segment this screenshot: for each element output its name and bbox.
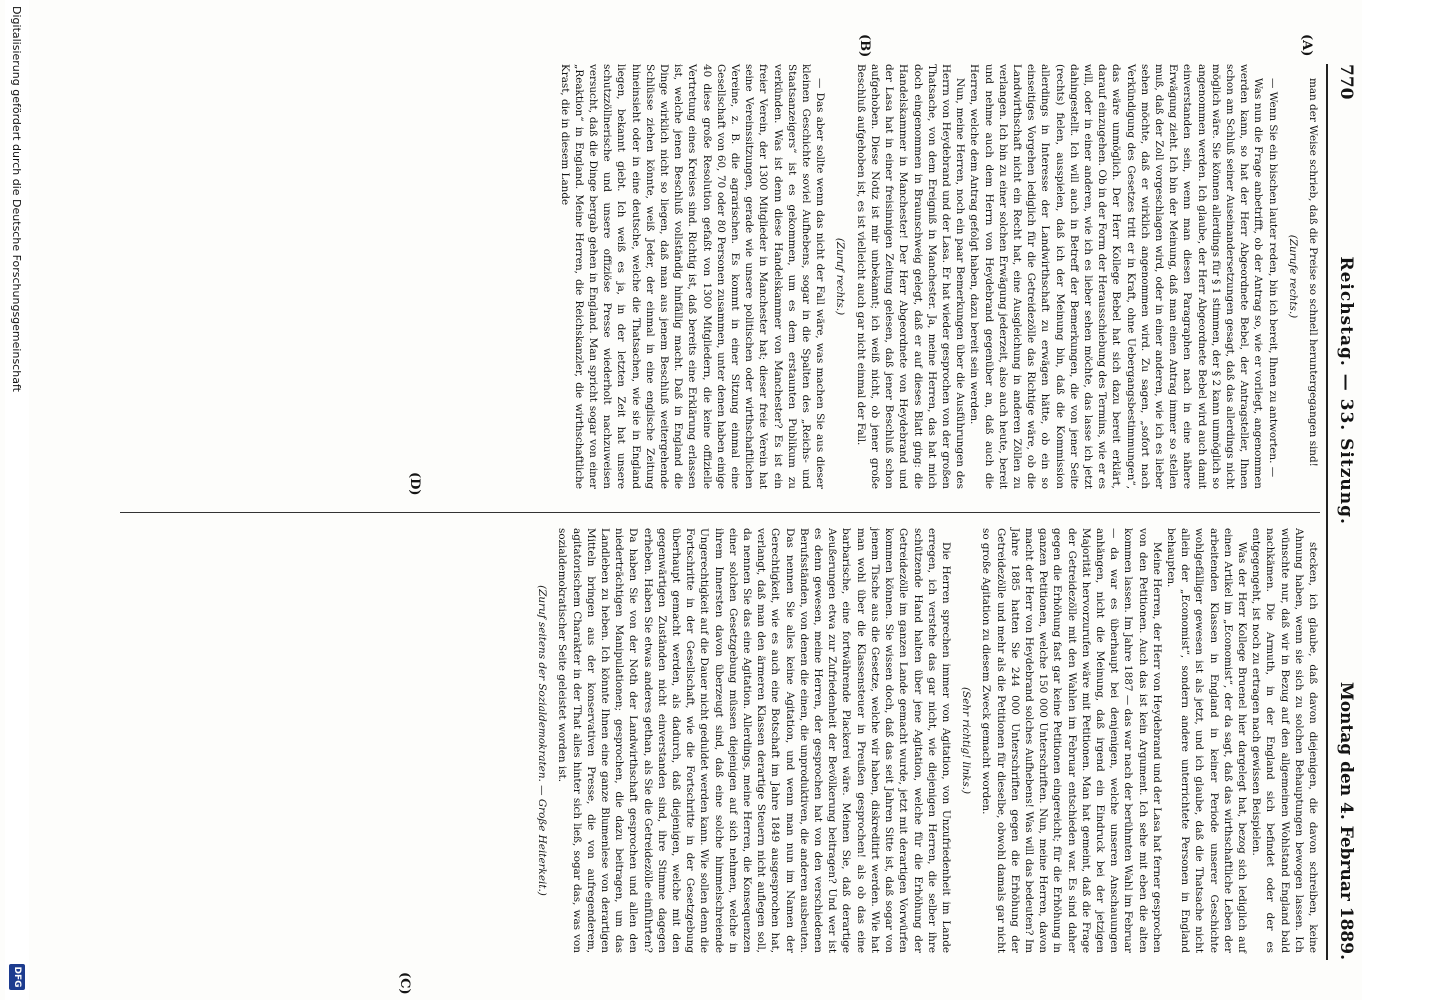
paragraph: Was der Herr Kollege Bruenel hier dargelegt hat, bezog sich lediglich auf einen Artikel im „Economist“, der da sagt, daß das wirthschaftliche Leben der arbeitenden Klassen in England in keiner Periode unserer Geschichte wohlgefälliger gewesen ist als jetzt, und ich glaube, daß die Thatsache nicht allein der „Economist“, sondern andere unterrichtete Personen in England behaupten. — [1164, 528, 1248, 953]
column-divider — [120, 512, 1320, 513]
margin-mark-d: (D) — [407, 472, 422, 496]
paragraph: — Das aber sollte wenn das nicht der Fall wäre, was machen Sie aus dieser kleinen Geschichte soviel Aufhebens, sogar in die Spalten des „Reichs- und Staatsanzeigers“ ist es gekommen, um es dem erstaunten Publikum zu verkünden. Was ist denn diese Handelskammer von Manchester? Es ist ein freier Verein, der 1300 Mitglieder in Manchester hat; dieser freie Verein hat seine Vereinssitzungen, gerade wie unsere politischen oder wirthschaftlichen Vereine, z. B. die agrarischen. Es kommt in einer Sitzung einmal eine Gesellschaft von 60, 70 oder 80 Personen zusammen, unter denen haben einige 40 diese große Resolution gefaßt von 1300 Mitgliedern, die keine offizielle Vertretung eines Kreises sind. Richtig ist, daß bereits eine Erklärung erlassen ist, welche jenen Beschluß vollständig hinfällig macht. Daß in England die Dinge wirklich nicht so liegen, daß man aus jenem Beschluß weitergehende Schlüsse ziehen könnte, weiß Jeder, der einmal in eine englische Zeitung hineinsieht oder in eine deutsche, welche die Thatsachen, wie sie in England liegen, bekannt giebt. Ich weiß es ja, in der letzten Zeit hat unsere schutzzöllnerische und unsere offiziöse Presse wiederholt nachzuweisen versucht, daß die Dinge bergab gehen in England. Man spricht sogar von einer „Reaktion“ in England. Meine Herren, die Reichskanzler, die wirthschaftliche Krast, die in diesem Lande — [558, 64, 827, 489]
interjection: (Zuruf seitens der Sozialdemokraten. — Große Heiterkeit.) — [536, 585, 549, 896]
interjection: (Sehr richtig! links.) — [960, 686, 973, 795]
margin-mark-a: (A) — [1299, 34, 1314, 57]
margin-mark-c: (C) — [397, 972, 412, 995]
interjection: (Zuruf rechts.) — [834, 237, 847, 316]
left-column — [558, 64, 1320, 489]
session-date: Montag den 4. Februar 1889. — [1336, 681, 1356, 960]
digitization-footer — [5, 0, 29, 1000]
session-title: Reichstag. — 33. Sitzung. — [1336, 256, 1356, 525]
paragraph: Was nun die Frage anbetrifft, ob der Antrag so, wie er vorliegt, angenommen werden kann, so hat der Herr Abgeordnete Bebel, der Antragsteller, Ihnen schon am Schluß seiner Auseinandersetzungen gesagt, daß das allerdings nicht möglich wäre. Sie können allerdings für § 1 stimmen, der § 2 kann unmöglich so angenommen werden. Ich glaube, der Herr Abgeordnete Bebel wird auch damit einverstanden sein, wenn man diesen Paragraphen nach in eine nähere Erwägung zieht. Ich bin der Meinung, daß man einen Antrag immer so stellen muß, daß der Zoll vorgeschlagen wird, oder in einer anderen, wie ich es lieber sehen möchte, daß er wirklich angenommen wird. Zu sagen, „sofort nach Verkündigung des Gesetzes tritt er in Kraft, ohne Uebergangsbestimmungen“, das wäre unmöglich. Der Herr Kollege Bebel hat sich dazu bereit erklärt, darauf einzugehen. Ob in der Form der Herausschiebung des Termins, wie er es will, oder in einer anderen, wie ich es lieber sehen möchte, das lasse ich jetzt dahingestellt. Ich will auch in Betreff der Bemerkungen, die von jener Seite (rechts) fielen, ausspielen, daß ich der Meinung bin, daß die Kommission allerdings in Interesse der Landwirthschaft zu erwägen hätte, ob ein so einseitiges Vorgehen lediglich für die Getreidezölle das Richtige wäre, ob die Landwirthschaft nicht ein Recht hat, eine Ausgleichung in anderen Zöllen zu verlangen. Ich bin zu einer solchen Erwägung jederzeit, also auch heute, bereit und nehme auch dem Herrn von Heydebrand gegenüber an, daß auch die Herren, welche dem Antrag gefolgt haben, dazu bereit sein werden. — [968, 64, 1265, 489]
paragraph: Die Herren sprechen immer von Agitation, von Unzufriedenheit im Lande erregen, ich verstehe das gar nicht, wie diejenigen Herren, die selber ihre schützende Hand halten über jene Agitation, welche für die Erhöhung der Getreidezölle im ganzen Lande gemacht wurde, jetzt mit derartigen Vorwürfen kommen können. Sie wissen doch, daß das seit Jahren Sitte ist, daß sogar von jenem Tische aus die Gesetze, welche wir haben, diskreditirt werden. Wie hat man wohl über die Klassensteuer in Preußen gesprochen! als ob das eine barbarische, eine fortwährende Plackerei wäre. Meinen Sie, daß derartige Aeußerungen etwa zur Zufriedenheit der Bevölkerung beitragen? Und wer ist es denn gewesen, meine Herren, der gesprochen hat von den verschiedenen Berufsständen, von denen die einen, die unproduktiven, die anderen ausbeuten. Das nennen Sie alles keine Agitation, und wenn man nun im Namen der Gerechtigkeit, wie es auch eine Botschaft im Jahre 1849 ausgesprochen hat, verlangt, daß man den ärmeren Klassen derartige Steuern nicht auflegen soll, da nennen Sie das eine Agitation. Allerdings, meine Herren, die Konsequenzen einer solchen Gesetzgebung müssen diejenigen auf sich nehmen, welche in ihrem Innersten davon überzeugt sind, daß eine solche himmelschreiende Ungerechtigkeit auf die Dauer nicht geduldet werden kann. Wie sollen denn die Fortschritte in der Gesellschaft, wie die Fortschritte in der Gesetzgebung überhaupt gemacht werden, als dadurch, daß diejenigen, welche mit den gegenwärtigen Zuständen nicht einverstanden sind, ihre Stimme dagegen erheben. Haben Sie etwas anderes gethan, als Sie die Getreidezölle einführten? Da haben Sie von der Noth der Landwirthschaft gesprochen und allen den niederträchtigen Manipulationen; gesprochen, die dazu beitragen, um das Landleben zu heben. Ich könnte Ihnen eine ganze Blumenlese von derartigen Mitteln bringen aus der konservativen Presse, die von aufregenderem, agitatorischem Charakter in der That alles hinter sich ließ, sogar das, was von sozialdemokratischer Seite geleistet worden ist. — [556, 528, 952, 953]
paragraph: stecken, ich glaube, daß davon diejenigen, die davon schreiben, keine Ahnung haben, wenn sie sich zu solchen Behauptungen bewogen lassen. Ich wünschte nur, daß wir in Bezug auf den allgemeinen Wohlstand England bald nachkämen. Die Armuth, in der England sich befindet oder der es entgegengeht, ist noch zu ertragen nach gewissen Beispielen. — [1250, 528, 1319, 953]
margin-mark-b: (B) — [857, 34, 872, 58]
scan-margin — [1362, 0, 1432, 1000]
right-column — [180, 528, 1320, 953]
dfg-logo-icon: DFG — [9, 964, 25, 990]
page-header — [1326, 64, 1356, 960]
interjection: (Zurufe rechts.) — [1286, 234, 1299, 319]
page-number: 770 — [1336, 64, 1356, 100]
paragraph: — Wenn Sie ein bischen lauter reden, bin ich bereit, Ihnen zu antworten. — — [1266, 78, 1279, 478]
paragraph: Meine Herren, der Herr von Heydebrand und der Lasa hat ferner gesprochen von den Petitionen. Auch das ist kein Argument. Ich sehe mit eben die alten kommen lassen. Im Jahre 1887 — das war nach der berühmten Wahl im Februar — da war es überhaupt bei denjenigen, welche unseren Anschauungen anhängen, nicht die Meinung, daß irgend ein Eindruck bei der jetzigen Majorität hervorzurufen wäre mit Petitionen. Man hat gemeint, daß die Frage der Getreidezölle mit den Wahlen im Februar entschieden war. Es sind daher gegen die Erhöhung fast gar keine Petitionen eingereicht; für die Erhöhung in ganzen Petitionen, welche 150 000 Unterschriften. Nun, meine Herren, davon macht der Herr von Heydebrand solches Aufhebens! Was will das bedeuten? Im Jahre 1885 hatten Sie 244 000 Unterschriften gegen die Erhöhung der Getreidezölle und mehr als die Petitionen für dieselbe, obwohl damals gar nicht so große Agitation zu diesem Zweck gemacht worden. — [980, 528, 1163, 953]
paragraph: Nun, meine Herren, noch ein paar Bemerkungen über die Ausführungen des Herrn von Heydebrand und der Lasa. Er hat wieder gesprochen von der großen Thatsache, von dem Ereigniß in Manchester. Ja, meine Herren, das hat mich doch eingenommen in Braunschweig gelegt, daß er auf dieses Blatt ging: die Handelskammer in Manchester! Der Herr Abgeordnete von Heydebrand und der Lasa hat in einer freisinnigen Zeitung gelesen, daß jener Beschluß schon aufgehoben. Diese Notiz ist mir unbekannt; ich weiß nicht, ob jener große Beschluß aufgehoben ist, es ist vielleicht auch gar nicht einmal der Fall. — [854, 64, 967, 489]
paragraph: man der Weise schrieb, daß die Preise so schnell heruntergegangen sind! — [1307, 78, 1319, 467]
funding-credit: Digitalisierung gefördert durch die Deutsche Forschungsgemeinschaft — [10, 6, 24, 392]
